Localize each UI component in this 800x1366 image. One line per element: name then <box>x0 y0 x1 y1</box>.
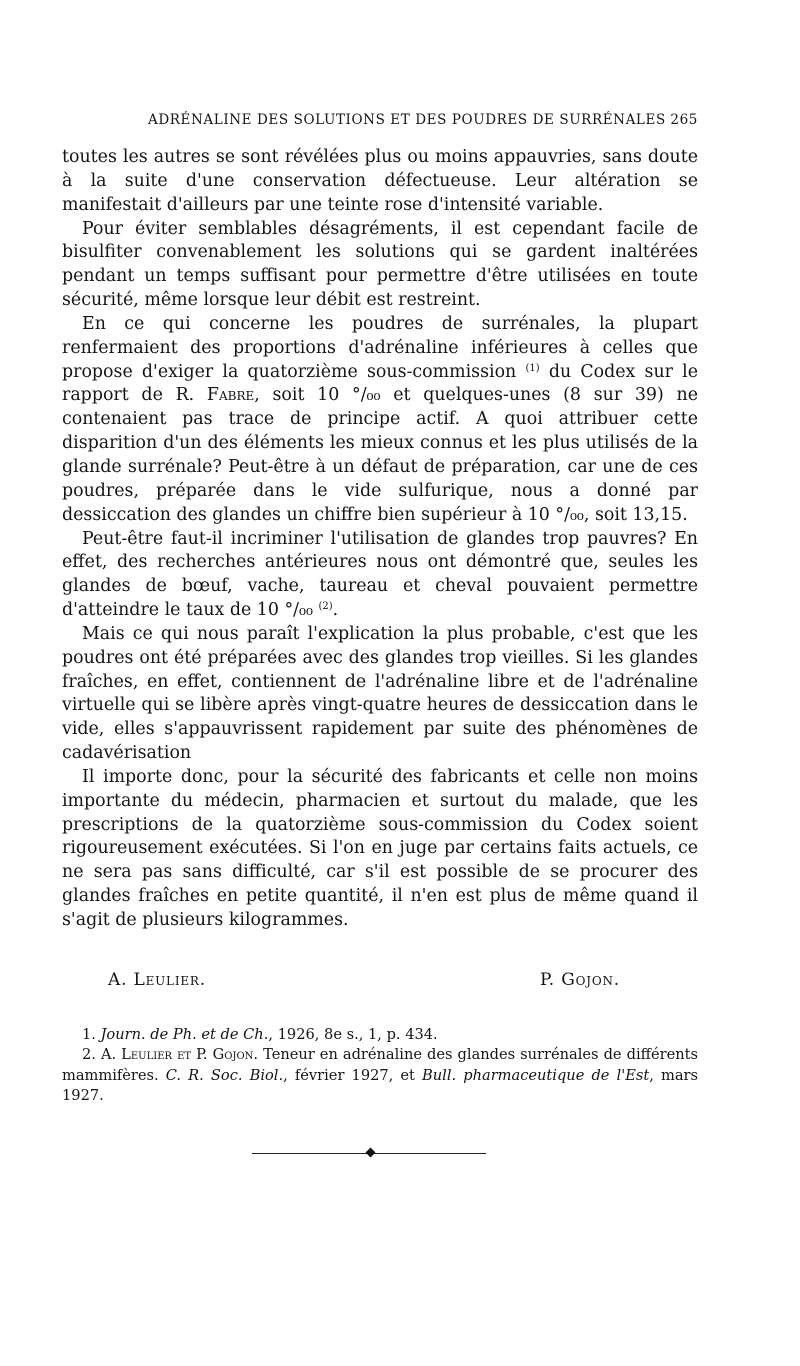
footnote-2-mid: , février 1927, et <box>283 1066 423 1084</box>
footnote-ref-2: (2) <box>318 601 333 613</box>
footnote-1-number: 1. <box>82 1026 101 1043</box>
signature-gojon: P. Gojon. <box>540 970 620 990</box>
paragraph-3-text-b: du Codex sur le rapport de R. <box>62 361 699 406</box>
paragraph-1: toutes les autres se sont révélées plus ou moins appauvries, sans doute à la suite d'une conservation défectueuse. Leur altération se manifestait d'ailleurs par une teinte rose d'intensité variable. <box>62 147 698 215</box>
footnote-2-text: Teneur en adrénaline des glandes surrénales de différents mammifères. <box>62 1046 698 1084</box>
paragraph-4-text-a: Peut-être faut-il incriminer l'utilisation de glandes trop pauvres? En effet, des recherches antérieures nous ont démontré que, seules les glandes de bœuf, vache, taureau et cheval pouvaient permettre d'atteindre le taux de 10 °/₀₀ <box>62 528 698 621</box>
paragraph-3 <box>62 313 698 528</box>
body-text <box>62 146 698 933</box>
footnote-1-journal: Journ. de Ph. et de Ch. <box>100 1026 269 1043</box>
signature-leulier: A. Leulier. <box>108 970 206 990</box>
paragraph-5: Mais ce qui nous paraît l'explication la plus probable, c'est que les poudres ont été préparées avec des glandes trop vieilles. Si les glandes fraîches, en effet, contiennent de l'adrénaline libre et de l'adrénaline virtuelle qui se libère après vingt-quatre heures de dessiccation dans le vide, elles s'appauvrissent rapidement par suite des phénomènes de cadavérisation <box>62 623 698 764</box>
paragraph-2: Pour éviter semblables désagréments, il est cependant facile de bisulfiter convenablement les solutions qui se gardent inaltérées pendant un temps suffisant pour permettre d'être utilisées en toute sécurité, même lorsque leur débit est restreint. <box>62 218 698 311</box>
running-header <box>62 112 698 136</box>
footnote-1 <box>62 1025 698 1045</box>
paragraph-3-text-a: En ce qui concerne les poudres de surrénales, la plupart renfermaient des proportions d'adrénaline inférieures à celles que propose d'exiger la quatorzième sous-commission <box>62 313 698 382</box>
author-name-fabre: Fabre <box>206 385 255 406</box>
footnote-2 <box>62 1045 698 1106</box>
footnote-ref-1: (1) <box>525 362 540 374</box>
paragraph-4-text-b: . <box>332 600 339 621</box>
document-page <box>62 0 698 1366</box>
footnote-2-end: , mars 1927. <box>62 1066 698 1105</box>
footnote-2-source-1: C. R. Soc. Biol. <box>165 1066 284 1084</box>
running-title: ADRÉNALINE DES SOLUTIONS ET DES POUDRES DE SURRÉNALES <box>148 112 666 128</box>
footnote-2-source-2: Bull. pharmaceutique de l'Est <box>422 1066 650 1084</box>
footnote-2-number: 2. <box>82 1046 101 1064</box>
footnote-2-authors: A. Leulier et P. Gojon. <box>100 1046 259 1064</box>
page-number: 265 <box>670 112 698 128</box>
footnote-1-rest: , 1926, 8e s., 1, p. 434. <box>268 1026 438 1043</box>
footnotes <box>62 1025 698 1107</box>
paragraph-4 <box>62 528 698 623</box>
paragraph-3-text-c: , soit 10 °/₀₀ et quelques-unes (8 sur 39) ne contenaient pas trace de principe actif. A quoi attribuer cette disparition d'un des éléments les mieux connus et les plus utilisés de la glande surrénale? Peut-être à un défaut de préparation, car une de ces poudres, préparée dans le vide sulfurique, nous a donné par dessiccation des glandes un chiffre bien supérieur à 10 °/₀₀, soit 13,15. <box>62 385 698 525</box>
paragraph-6: Il importe donc, pour la sécurité des fabricants et celle non moins importante du médecin, pharmacien et surtout du malade, que les prescriptions de la quatorzième sous-commission du Codex soient rigoureusement exécutées. Si l'on en juge par certains faits actuels, ce ne sera pas sans difficulté, car s'il est possible de se procurer des glandes fraîches en petite quantité, il n'en est plus de même quand il s'agit de plusieurs kilogrammes. <box>62 766 698 930</box>
diamond-ornament <box>366 1148 376 1158</box>
